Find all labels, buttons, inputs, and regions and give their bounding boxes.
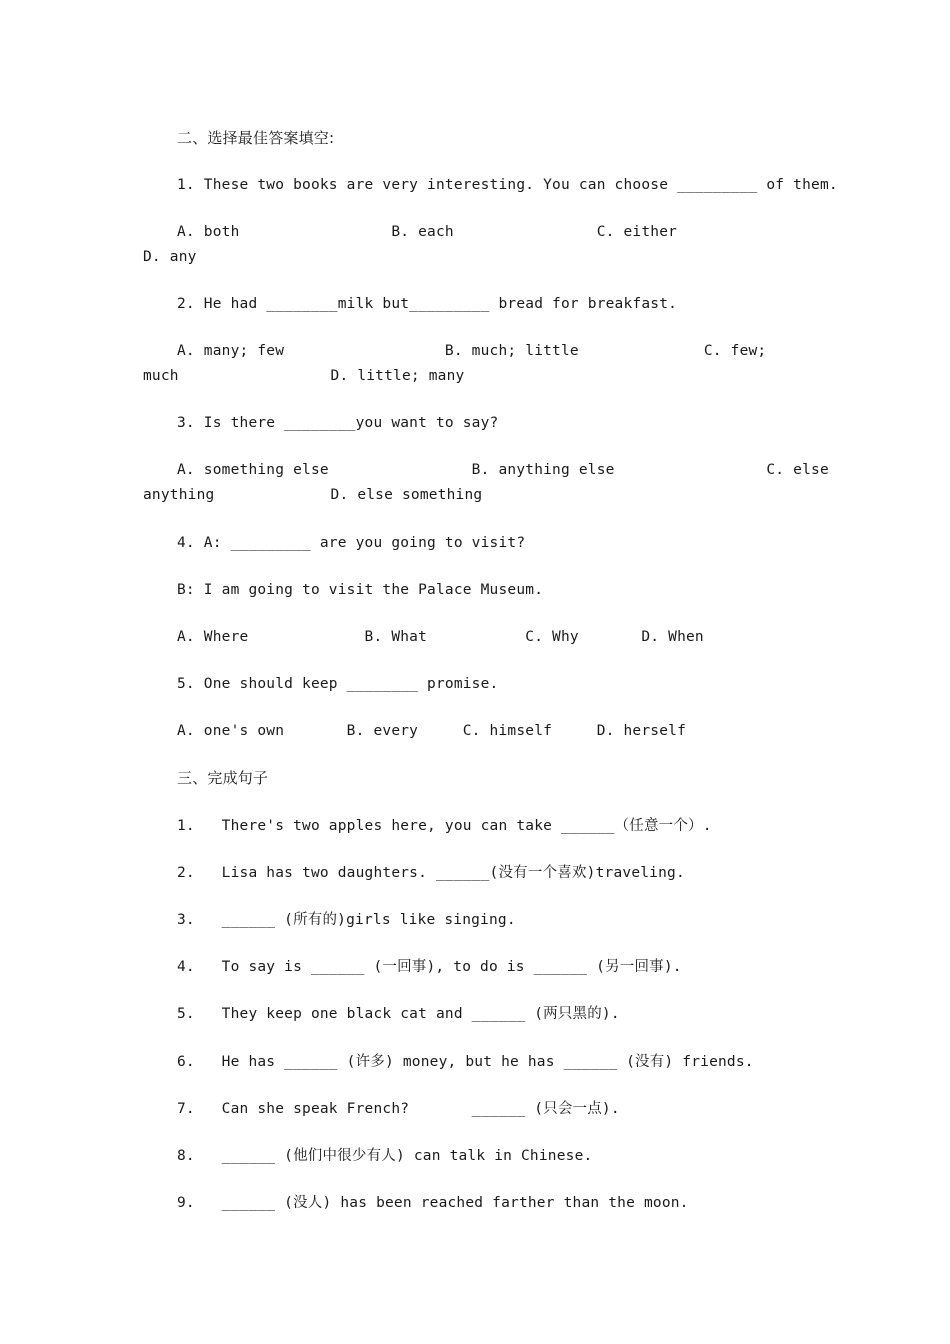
question-1-stem: 1. These two books are very interesting. You can choose _________ of them.: [177, 177, 838, 193]
question-1-options: A. both B. each C. either: [177, 224, 678, 240]
question-2-options-continued: much D. little; many: [143, 368, 465, 384]
question-3-options-continued: anything D. else something: [143, 487, 483, 503]
sentence-item: 6. He has ______ (许多) money, but he has ______ (没有) friends.: [177, 1054, 754, 1070]
question-5-options: A. one's own B. every C. himself D. herself: [177, 723, 686, 739]
sentence-item: 4. To say is ______ (一回事), to do is ______ (另一回事).: [177, 959, 682, 975]
question-3-options: A. something else B. anything else C. else: [177, 462, 829, 478]
section-3-heading: 三、完成句子: [177, 769, 269, 787]
sentence-item: 9. ______ (没人) has been reached farther than the moon.: [177, 1195, 689, 1211]
sentence-item: 2. Lisa has two daughters. ______(没有一个喜欢)traveling.: [177, 865, 685, 881]
question-4-stem: 4. A: _________ are you going to visit?: [177, 535, 526, 551]
question-3-stem: 3. Is there ________you want to say?: [177, 415, 499, 431]
question-4-answer: B: I am going to visit the Palace Museum.: [177, 582, 544, 598]
sentence-item: 8. ______ (他们中很少有人) can talk in Chinese.: [177, 1148, 593, 1164]
sentence-item: 7. Can she speak French? ______ (只会一点).: [177, 1101, 620, 1117]
section-2-heading: 二、选择最佳答案填空:: [177, 129, 335, 147]
question-2-options: A. many; few B. much; little C. few;: [177, 343, 767, 359]
question-1-options-continued: D. any: [143, 249, 197, 265]
question-5-stem: 5. One should keep ________ promise.: [177, 676, 499, 692]
question-4-options: A. Where B. What C. Why D. When: [177, 629, 704, 645]
sentence-item: 5. They keep one black cat and ______ (两只黑的).: [177, 1006, 620, 1022]
sentence-item: 1. There's two apples here, you can take ______（任意一个）.: [177, 818, 712, 834]
sentence-item: 3. ______ (所有的)girls like singing.: [177, 912, 516, 928]
question-2-stem: 2. He had ________milk but_________ bread for breakfast.: [177, 296, 678, 312]
